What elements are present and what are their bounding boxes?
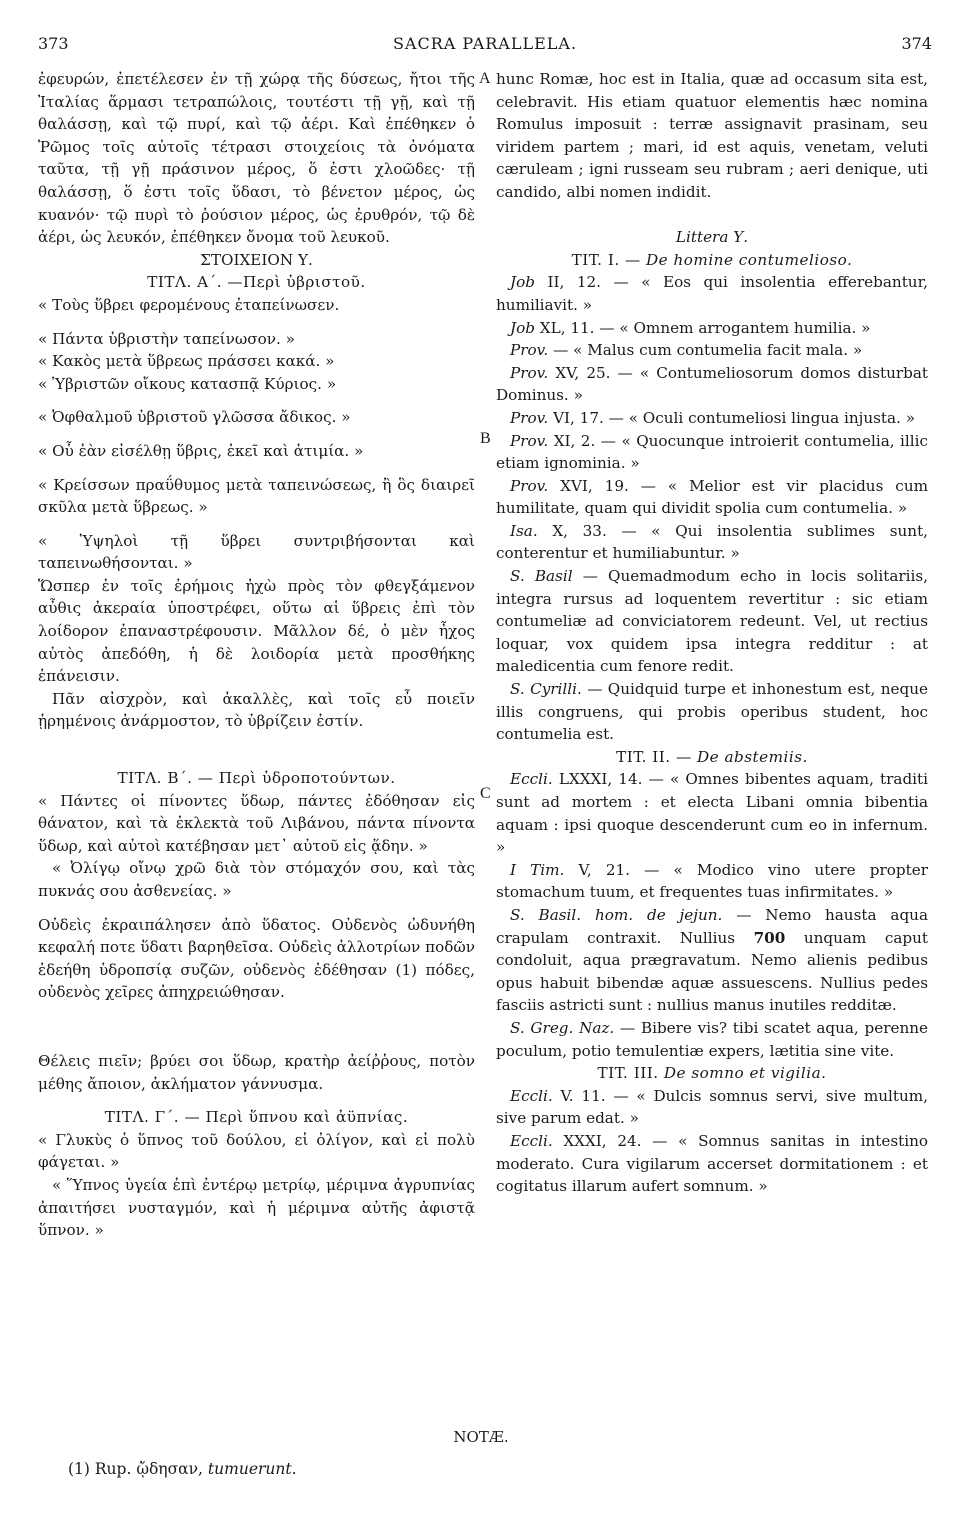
page-header [38, 34, 932, 58]
latin-tit2-title: De abstemiis. [696, 747, 808, 766]
latin-entry: Prov. XVI, 19. — « Melior est vir placidus cum humilitate, quam qui dividit spolia cum contumelia. » [496, 476, 928, 518]
latin-tit3-title: De somno et vigilia. [663, 1064, 827, 1083]
latin-entry: Eccli. V. 11. — « Dulcis somnus servi, sive multum, sive parum edat. » [496, 1086, 929, 1128]
latin-entry: Eccli. XXXI, 24. — « Somnus sanitas in intestino moderato. Cura vigilarum accerset dormitationem : et cogitatus illarum aufert somnum. » [496, 1131, 929, 1196]
greek-tit1-quote-6: « Οὗ ἐὰν εἰσέλθῃ ὕβρις, ἐκεῖ καὶ ἀτιμία. » [38, 441, 364, 460]
greek-tit1-quote-7: « Κρείσσων πραΰθυμος μετὰ ταπεινώσεως, ἢ ὃς διαιρεῖ σκῦλα μετὰ ὕβρεως. » [38, 475, 475, 517]
greek-tit3-quote-2: « Ὕπνος ὑγεία ἐπὶ ἐντέρῳ μετρίῳ, μέριμνα ἀγρυπνίας ἀπαιτήσει νυσταγμόν, καὶ ἡ μέριμνα αὐτῆς ἀφιστᾷ ὕπνον. » [38, 1175, 475, 1240]
greek-column [38, 68, 475, 1242]
greek-tit2-quote-2: « Ὀλίγῳ οἴνῳ χρῶ διὰ τὸν στόμαχόν σου, καὶ τὰς πυκνάς σου ἀσθενείας. » [38, 859, 475, 900]
footnote-mark: (1) Rup. [68, 1460, 132, 1478]
latin-entry: I Tim. V, 21. — « Modico vino utere propter stomachum tuum, et frequentes tuas infirmitates. » [496, 860, 928, 902]
notes-heading: NOTÆ. [453, 1428, 509, 1446]
latin-entry: Job II, 12. — « Eos qui insolentia efferebantur, humiliavit. » [496, 273, 928, 314]
latin-entry: Prov. XI, 2. — « Quocunque introierit contumelia, illic etiam ignominia. » [496, 431, 928, 473]
running-title: SACRA PARALLELA. [392, 34, 578, 53]
greek-tit3-heading: ΤΙΤΛ. Γ΄. — Περὶ ὕπνου καὶ ἀϋπνίας. [104, 1108, 409, 1127]
latin-column [496, 68, 928, 1198]
greek-tit1-quote-5: « Ὀφθαλμοῦ ὑβριστοῦ γλῶσσα ἄδικος. » [38, 408, 351, 427]
latin-entry: Prov. XV, 25. — « Contumeliosorum domos disturbat Dominus. » [496, 363, 929, 405]
latin-entry: Job XL, 11. — « Omnem arrogantem humilia. » [510, 318, 871, 337]
latin-entry: S. Basil. hom. de jejun. — Nemo hausta aqua crapulam contraxit. Nullius 700 unquam caput condoluit, aqua prægravatum. Nemo alienis pedibus opus habuit bibendæ aquæ assuescens. Nullius pedes fasciis astricti sunt : nullius manus inutiles redditæ. [496, 905, 929, 1015]
greek-stoicheion-heading: ΣΤΟΙΧΕΙΟΝ Υ. [200, 250, 313, 269]
latin-entry: S. Cyrilli. — Quidquid turpe et inhonestum est, neque illis congruens, qui probis operibus student, hoc contumelia est. [496, 680, 928, 744]
greek-tit1-quote-4: « Ὑβριστῶν οἴκους κατασπᾷ Κύριος. » [38, 374, 337, 393]
latin-entry: Isa. X, 33. — « Qui insolentia sublimes sunt, conterentur et humiliabuntur. » [496, 521, 928, 563]
greek-tit1-quote-9: Ὥσπερ ἐν τοῖς ἐρήμοις ἠχὼ πρὸς τὸν φθεγξάμενον αὖθις ἀκεραία ὑποστρέφει, οὕτω αἱ ὕβρεις ἐπὶ τὸν λοίδορον ἐπαναστρέφουσιν. Μᾶλλον δέ, ὁ μὲν ἦχος αὐτὸς ἀπεδόθη, ἡ δὲ λοιδορία μετὰ προσθήκης ἐπάνεισιν. [38, 576, 475, 686]
latin-tit3-number: TIT. III. [597, 1064, 659, 1083]
greek-tit1-quote-2: « Πάντα ὑβριστὴν ταπείνωσον. » [38, 329, 295, 348]
latin-tit3-heading [496, 1062, 928, 1085]
latin-entry: S. Basil — Quemadmodum echo in locis solitariis, integra rursus ad loquentem revertitur : sic etiam contumeliæ ad conviciatorem redeunt. Vel, ut rectius loquar, vox quidem ipsa integra redditur : at maledicentia cum fenore redit. [496, 567, 929, 676]
latin-entry: Prov. — « Malus cum contumelia facit mala. » [510, 341, 863, 360]
footnote-latin: tumuerunt. [207, 1460, 297, 1478]
greek-tit1-quote-10: Πᾶν αἰσχρὸν, καὶ ἀκαλλὲς, καὶ τοῖς εὖ ποιεῖν ᾑρημένοις ἀνάρμοστον, τὸ ὑβρίζειν ἐστίν. [38, 689, 475, 731]
latin-tit2-heading [496, 746, 928, 769]
margin-marker-c: C [480, 785, 491, 802]
page-number-right: 374 [901, 34, 932, 53]
latin-entry: Eccli. LXXXI, 14. — « Omnes bibentes aquam, traditi sunt ad mortem : et electa Libani omnia bibentia aquam : ipsi quoque descenderunt cum eo in infernum. » [496, 770, 929, 857]
margin-marker-a: A [479, 70, 491, 87]
latin-tit2-number: TIT. II. — [616, 747, 692, 766]
latin-tit1-number: TIT. I. — [571, 250, 641, 269]
greek-tit2-heading: ΤΙΤΛ. Β΄. — Περὶ ὑδροποτούντων. [117, 769, 396, 788]
latin-intro: hunc Romæ, hoc est in Italia, quæ ad occasum sita est, celebravit. His etiam quatuor elementis hæc nomina Romulus imposuit : terræ assignavit prasinam, seu viridem partem ; mari, id est aquis, venetam, veluti cæruleam ; igni russeam seu rubram ; aeri denique, uti candido, albi nomen indidit. [496, 70, 928, 201]
margin-marker-b: B [480, 430, 491, 447]
latin-entry: S. Greg. Naz. — Bibere vis? tibi scatet aqua, perenne poculum, potio temulentiæ expers, lætitia sine vite. [496, 1018, 929, 1060]
latin-entry: Prov. VI, 17. — « Oculi contumeliosi lingua injusta. » [510, 408, 916, 427]
greek-tit1-quote-3: « Κακὸς μετὰ ὕβρεως πράσσει κακά. » [38, 352, 335, 371]
latin-tit1-heading [496, 249, 928, 272]
greek-tit2-quote-3: Οὐδεὶς ἐκραιπάλησεν ἀπὸ ὕδατος. Οὐδενὸς ὠδυνήθη κεφαλή ποτε ὕδατι βαρηθεῖσα. Οὐδεὶς ἀλλοτρίων ποδῶν ἐδεήθη ὑδροπσίᾳ συζῶν, οὐδενὸς ἐδέθησαν (1) πόδες, οὐδενὸς χεῖρες ἀπηχρειώθησαν. [38, 915, 475, 1002]
greek-intro: ἐφευρών, ἐπετέλεσεν ἐν τῇ χώρᾳ τῆς δύσεως, ἤτοι τῆς Ἰταλίας ἅρμασι τετραπώλοις, τουτέστι τῇ γῇ, καὶ τῇ θαλάσσῃ, καὶ τῷ πυρί, καὶ τῷ ἀέρι. Καὶ ἐπέθηκεν ὁ Ῥῶμος τοῖς αὐτοῖς τέτρασι στοιχείοις τὰ ὀνόματα ταῦτα, τῇ γῇ πράσινον μέρος, ὅ ἐστι χλοῶδες· τῇ θαλάσσῃ, ὅ ἐστι τοῖς ὕδασι, τὸ βένετον μέρος, ὡς κυανόν· τῷ πυρὶ τὸ ῥούσιον μέρος, ὡς ἐρυθρόν, τῷ δὲ ἀέρι, ὡς λευκόν, ἐπέθηκεν ὄνομα τοῦ λευκοῦ. [38, 70, 475, 247]
greek-tit1-heading: ΤΙΤΛ. Α΄. —Περὶ ὑβριστοῦ. [147, 273, 366, 292]
greek-tit1-quote-1: « Τοὺς ὕβρει φερομένους ἐταπείνωσεν. [38, 295, 340, 314]
latin-tit1-title: De homine contumelioso. [646, 250, 853, 269]
footnote [68, 1460, 297, 1478]
latin-littera-heading: Littera Υ. [675, 228, 749, 247]
greek-tit1-quote-8: « Ὑψηλοὶ τῇ ὕβρει συντριβήσονται καὶ ταπεινωθήσονται. » [38, 531, 475, 573]
greek-tit2-quote-1: « Πάντες οἱ πίνοντες ὕδωρ, πάντες ἐδόθησαν εἰς θάνατον, καὶ τὰ ἐκλεκτὰ τοῦ Λιβάνου, πάντα πίνοντα ὕδωρ, καὶ αὐτοὶ κατέβησαν μετ᾽ αὐτοῦ εἰς ᾅδην. » [38, 791, 475, 855]
column-number-700: 700 [753, 928, 786, 947]
page-number-left: 373 [38, 34, 69, 53]
greek-tit3-quote-1: « Γλυκὺς ὁ ὕπνος τοῦ δούλου, εἰ ὀλίγον, καὶ εἰ πολὺ φάγεται. » [38, 1130, 475, 1172]
greek-tit2-quote-4: Θέλεις πιεῖν; βρύει σοι ὕδωρ, κρατὴρ ἀείῤῥους, ποτὸν μέθης ἄποιον, ἀκλήματον γάννυσμα. [38, 1051, 475, 1093]
footnote-greek: ᾤδησαν, [136, 1460, 203, 1478]
